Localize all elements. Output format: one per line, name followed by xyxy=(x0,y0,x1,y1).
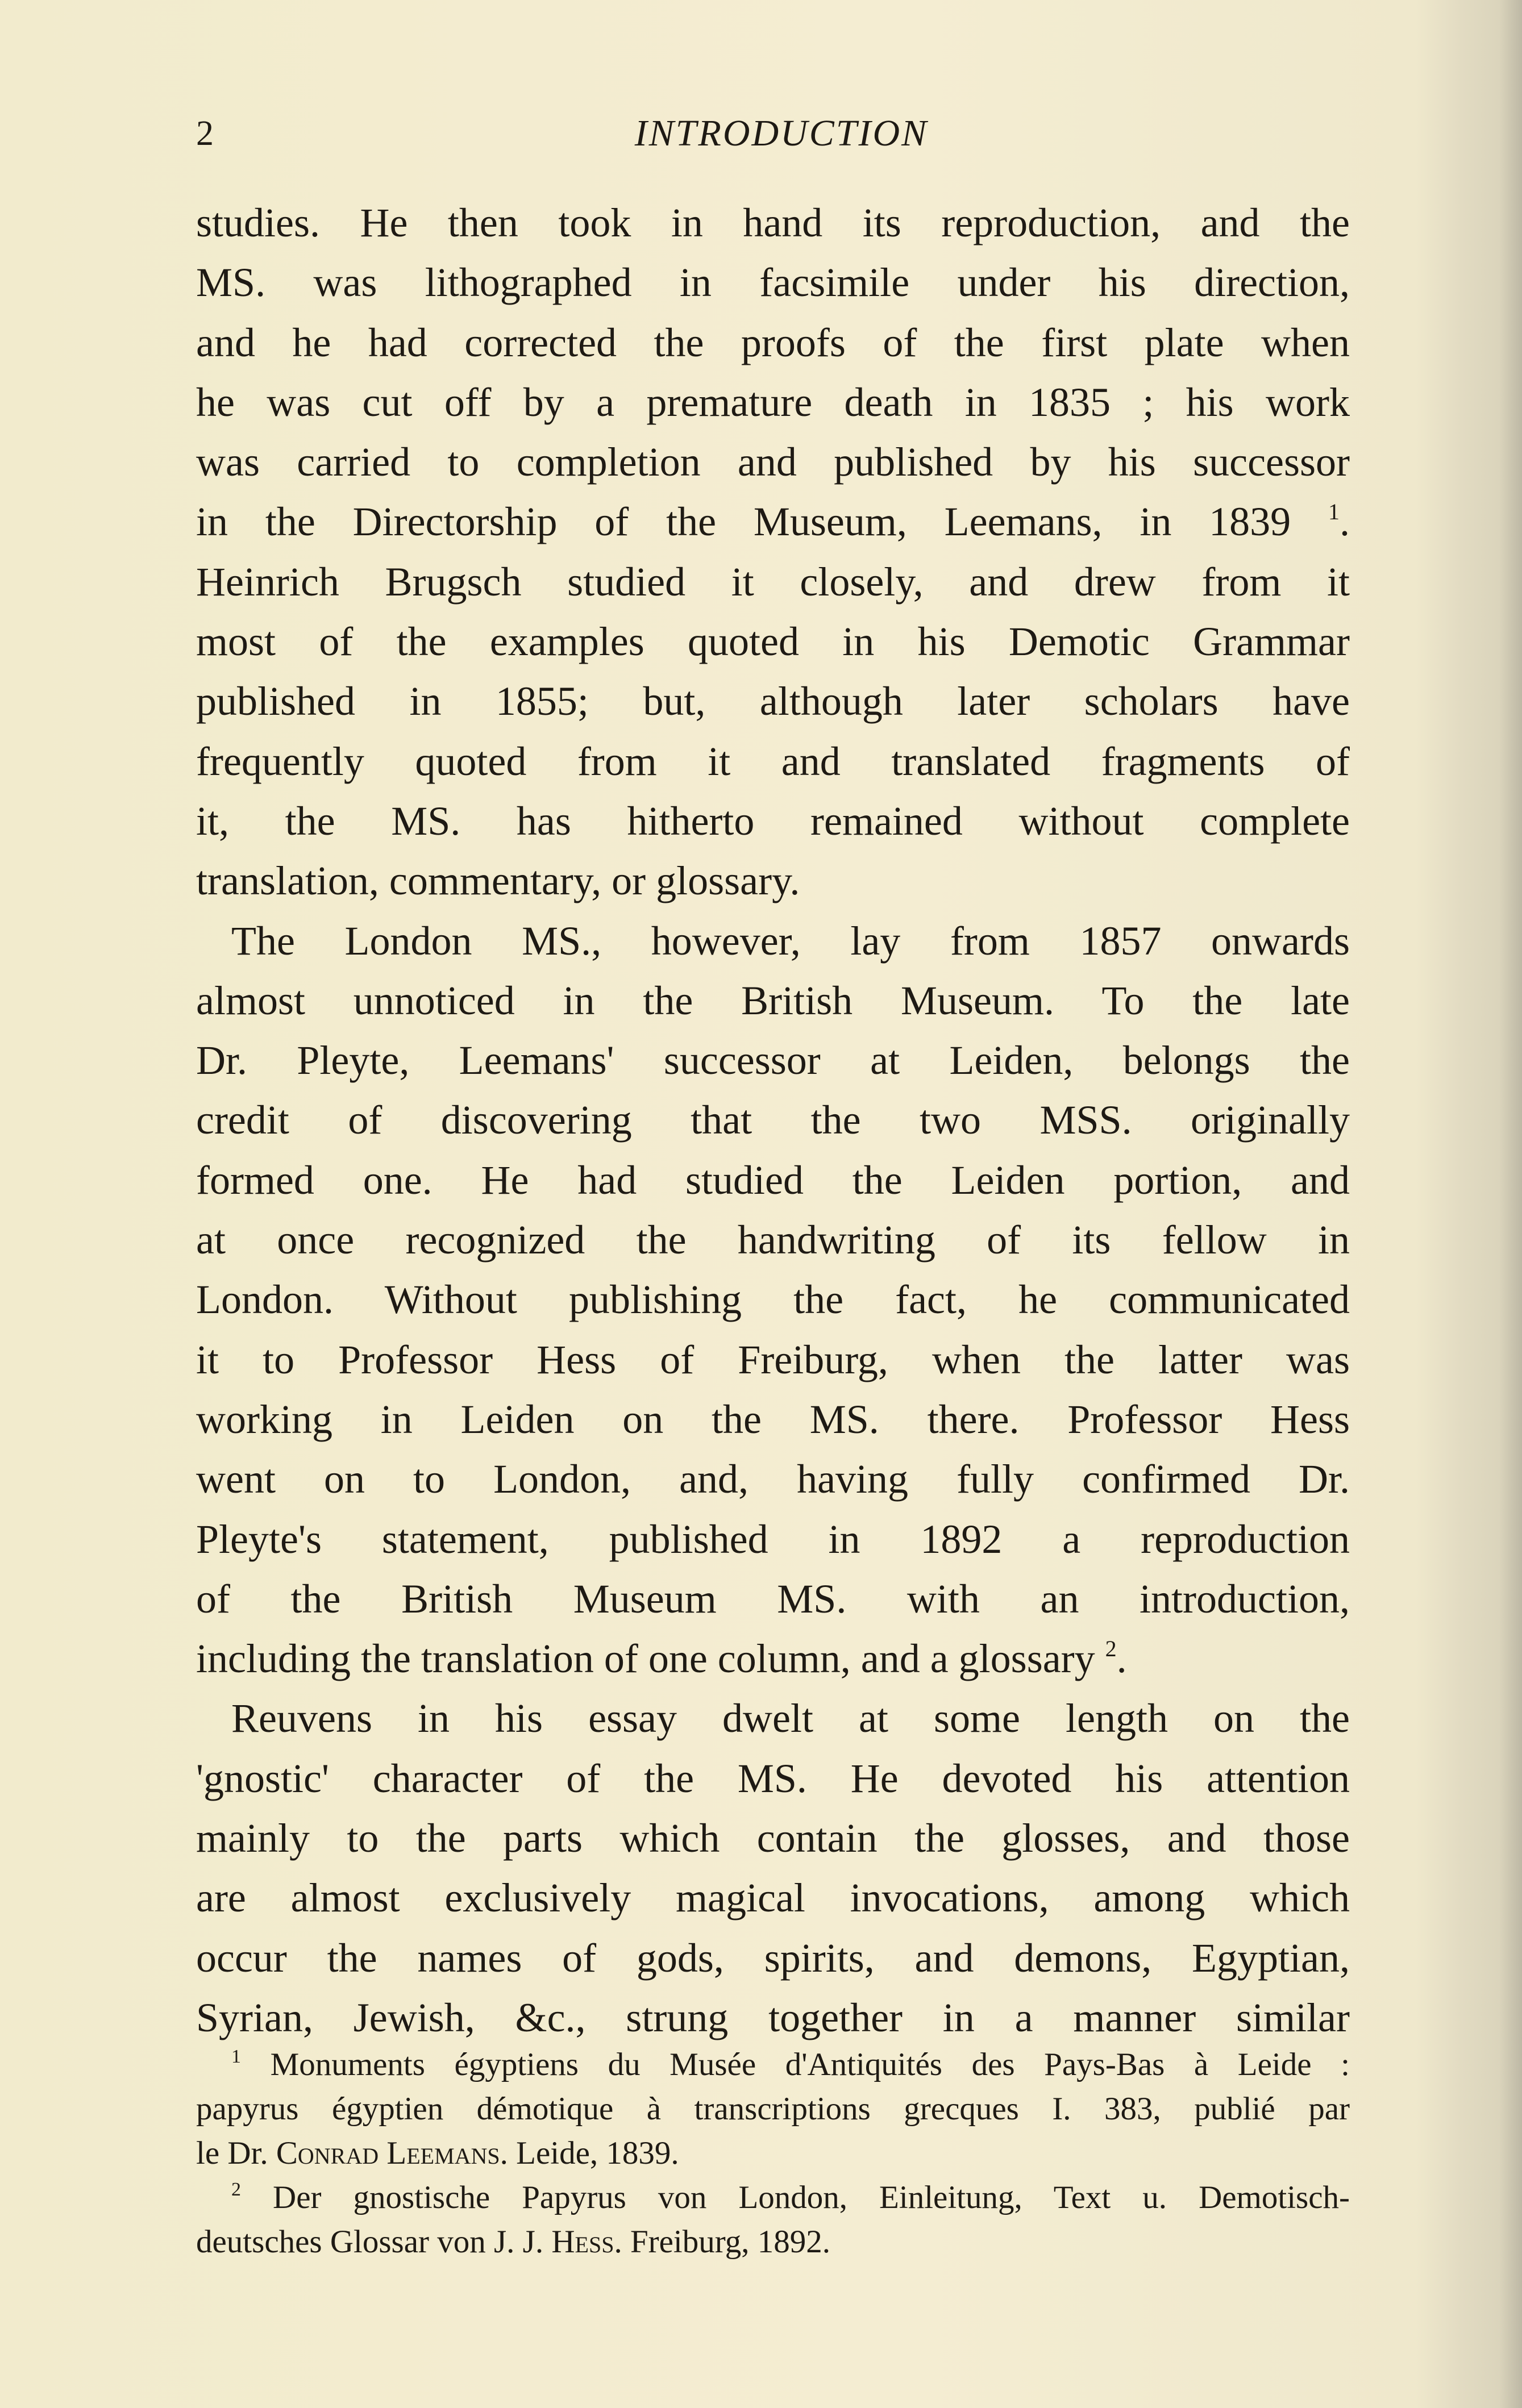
footnote-2-line xyxy=(196,2176,1350,2220)
text-line: it, the MS. has hitherto remained without complete xyxy=(196,798,1350,844)
text-line: and he had corrected the proofs of the first plate when xyxy=(196,319,1350,365)
text-line: occur the names of gods, spirits, and demons, Egyptian, xyxy=(196,1935,1350,1981)
paragraph-start-line: The London MS., however, lay from 1857 onwards xyxy=(231,918,1350,964)
text-line: was carried to completion and published by his successor xyxy=(196,439,1350,485)
text-line: working in Leiden on the MS. there. Professor Hess xyxy=(196,1396,1350,1442)
text-line: credit of discovering that the two MSS. originally xyxy=(196,1097,1350,1143)
text-line: most of the examples quoted in his Demotic Grammar xyxy=(196,619,1350,665)
text-line: published in 1855; but, although later scholars have xyxy=(196,678,1350,724)
footnote-ref-1[interactable]: 1 xyxy=(1328,499,1340,525)
text-line: translation, commentary, or glossary. xyxy=(196,858,800,904)
text-line: Syrian, Jewish, &c., strung together in a manner similar xyxy=(196,1994,1350,2040)
text-line: London. Without publishing the fact, he communicated xyxy=(196,1277,1350,1323)
text-line: almost unnoticed in the British Museum. To the late xyxy=(196,977,1350,1023)
footnote-2-line xyxy=(196,2220,1350,2264)
text-line: Heinrich Brugsch studied it closely, and drew from it xyxy=(196,559,1350,605)
text-line-with-footnote-ref xyxy=(196,1629,1350,1689)
punctuation: . xyxy=(1340,499,1350,545)
text-line: went on to London, and, having fully confirmed Dr. xyxy=(196,1456,1350,1502)
text-line: he was cut off by a premature death in 1835 ; his work xyxy=(196,379,1350,425)
text-line: Dr. Pleyte, Leemans' successor at Leiden, belongs the xyxy=(196,1038,1350,1084)
text-line: 'gnostic' character of the MS. He devoted his attention xyxy=(196,1755,1350,1801)
text-line: at once recognized the handwriting of its fellow in xyxy=(196,1217,1350,1263)
footnote-text: le Dr. xyxy=(196,2135,276,2171)
footnote-text: . Leide, 1839. xyxy=(500,2135,679,2171)
text-line: it to Professor Hess of Freiburg, when the latter was xyxy=(196,1336,1350,1382)
footnote-ref-2[interactable]: 2 xyxy=(1105,1636,1117,1662)
author-name: Conrad Leemans xyxy=(276,2135,500,2171)
author-name: Hess xyxy=(551,2224,614,2260)
text-line: are almost exclusively magical invocations, among which xyxy=(196,1875,1350,1921)
page-header xyxy=(196,108,1350,159)
page-number: 2 xyxy=(196,114,214,153)
footnote-marker-2: 2 xyxy=(231,2179,241,2200)
footnote-text: Der gnostische Papyrus von London, Einleitung, Text u. Demotisch- xyxy=(273,2180,1350,2215)
text-line: studies. He then took in hand its reproduction, and the xyxy=(196,200,1350,245)
footnote-1-line xyxy=(196,2043,1350,2087)
text-line: of the British Museum MS. with an introduction, xyxy=(196,1576,1350,1622)
page-edge-shadow xyxy=(1499,0,1522,2408)
paragraph-start-line: Reuvens in his essay dwelt at some length on the xyxy=(231,1695,1350,1742)
text-segment: in the Directorship of the Museum, Leemans, in 1839 xyxy=(196,499,1291,545)
text-line: formed one. He had studied the Leiden portion, and xyxy=(196,1157,1350,1203)
text-segment: including the translation of one column, and a glossary xyxy=(196,1636,1095,1682)
footnote-1-line: papyrus égyptien démotique à transcriptions grecques I. 383, publié par xyxy=(196,2091,1350,2127)
text-line: Pleyte's statement, published in 1892 a reproduction xyxy=(196,1516,1350,1562)
footnote-text: deutsches Glossar von J. J. xyxy=(196,2224,552,2260)
text-line: MS. was lithographed in facsimile under his direction, xyxy=(196,260,1350,306)
text-line: mainly to the parts which contain the glosses, and those xyxy=(196,1815,1350,1861)
footnote-1-line xyxy=(196,2131,1350,2176)
body-text xyxy=(196,193,1350,2048)
footnote-text: Monuments égyptiens du Musée d'Antiquités des Pays-Bas à Leide : xyxy=(270,2047,1350,2082)
text-line-with-footnote-ref xyxy=(196,492,1350,552)
text-line: frequently quoted from it and translated fragments of xyxy=(196,738,1350,784)
footnotes xyxy=(196,2043,1350,2264)
footnote-marker-1: 1 xyxy=(231,2046,241,2067)
running-head: INTRODUCTION xyxy=(634,113,929,154)
punctuation: . xyxy=(1116,1636,1127,1682)
footnote-text: . Freiburg, 1892. xyxy=(614,2224,830,2260)
